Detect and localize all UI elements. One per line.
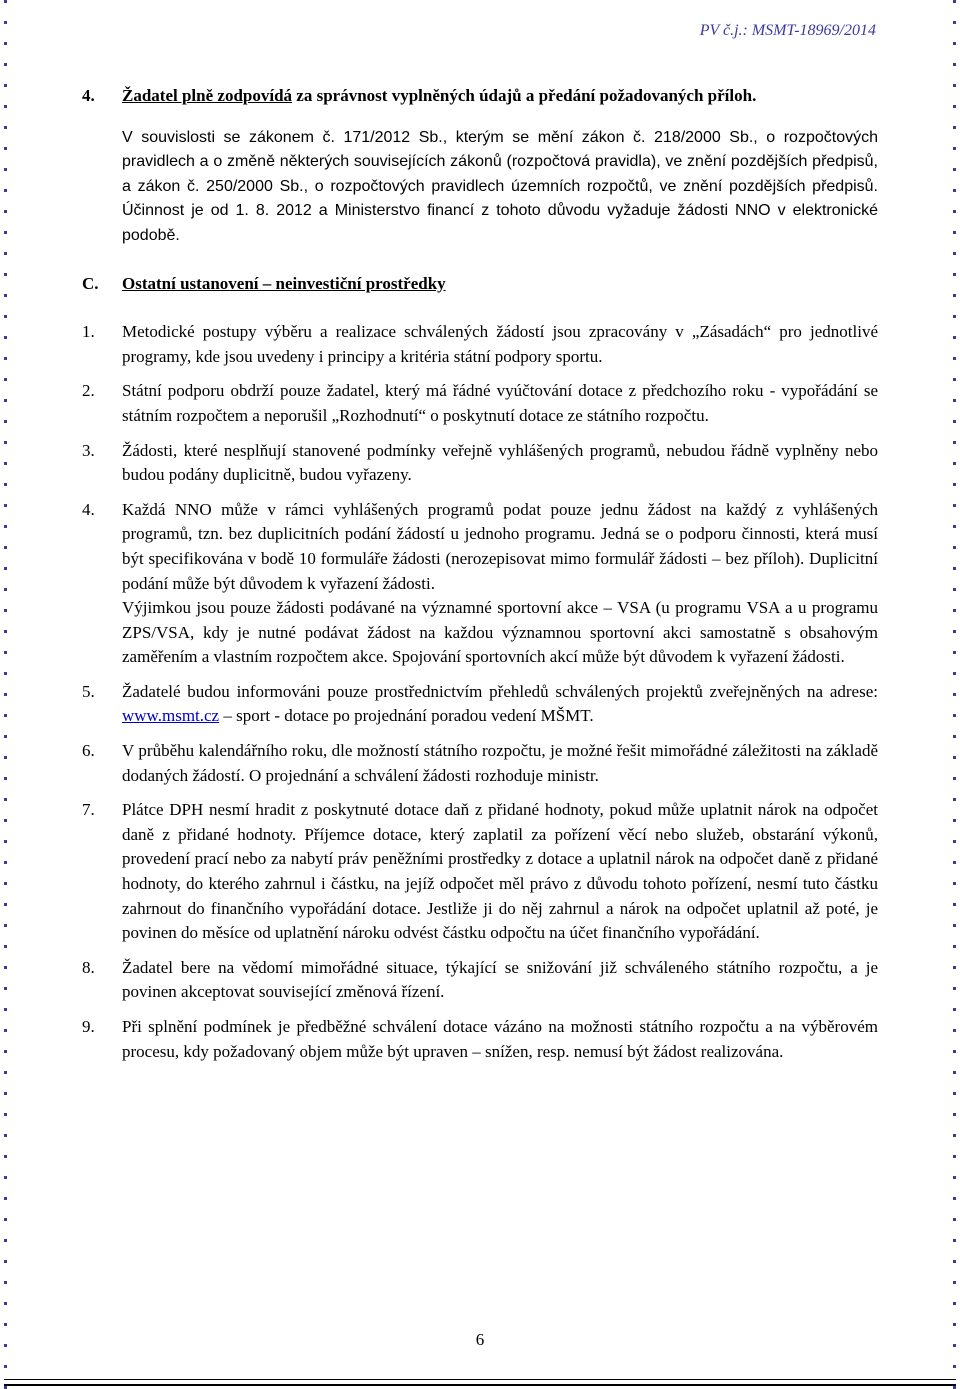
item-number: 4. <box>82 499 95 519</box>
item-number: 9. <box>82 1017 95 1036</box>
rules-list <box>82 320 878 1064</box>
responsibility-emphasis: Žadatel plně zodpovídá <box>122 86 293 105</box>
section-c-heading <box>82 272 878 297</box>
list-item <box>82 379 878 428</box>
item-text: Státní podporu obdrží pouze žadatel, který má řádné vyúčtování dotace z předchozího roku - vypořádání se státním rozpočtem a neporušil „Rozhodnutí“ o poskytnutí dotace ze státního rozpočtu. <box>122 381 878 425</box>
list-item <box>82 798 878 946</box>
document-reference: PV č.j.: MSMT-18969/2014 <box>699 22 876 39</box>
item-text: Žádosti, které nesplňují stanovené podmínky veřejně vyhlášených programů, nebudou řádně vyplněny nebo budou podány duplicitně, budou vyřazeny. <box>122 440 878 485</box>
list-item <box>82 1015 878 1064</box>
item-text: Každá NNO může v rámci vyhlášených programů podat pouze jednu žádost na každý z vyhlášených programů, tzn. bez duplicitních podání žádostí u jednoho programu. Jedná se o podporu činnosti, která musí být specifikována v bodě 10 formuláře žádosti (nerozepisovat mimo formulář žádosti – bez příloh). Duplicitní podání může být důvodem k vyřazení žádosti. <box>122 499 878 593</box>
item-text: Žadatelé budou informováni pouze prostřednictvím přehledů schválených projektů zveřejněných na adrese: <box>122 681 878 701</box>
msmt-website-link[interactable]: www.msmt.cz <box>122 706 220 726</box>
item-number: 8. <box>82 957 95 977</box>
responsibility-text: za správnost vyplněných údajů a předání požadovaných příloh. <box>292 86 757 105</box>
section-title: Ostatní ustanovení – neinvestiční prostředky <box>122 273 446 293</box>
page-border-bottom <box>4 1379 956 1386</box>
law-paragraph: V souvislosti se zákonem č. 171/2012 Sb., kterým se mění zákon č. 218/2000 Sb., o rozpočtových pravidlech a o změně některých souvisejících zákonů (rozpočtová pravidla), ve znění pozdějších předpisů, a zákon č. 250/2000 Sb., o rozpočtových pravidlech územních rozpočtů, ve znění pozdějších předpisů. Účinnost je od 1. 8. 2012 a Ministerstvo financí z tohoto důvodu vyžaduje žádosti NNO v elektronické podobě. <box>122 128 878 244</box>
item-text-continued: – sport - dotace po projednání poradou vedení MŠMT. <box>219 706 594 726</box>
item-text: V průběhu kalendářního roku, dle možností státního rozpočtu, je možné řešit mimořádné záležitosti na základě dodaných žádostí. O projednání a schválení žádosti rozhoduje ministr. <box>122 741 878 785</box>
item-text-exception: Výjimkou jsou pouze žádosti podávané na významné sportovní akce – VSA (u programu VSA a u programu ZPS/VSA, kdy je nutné podávat žádost na každou významnou sportovní akci samostatně s obsahovým zaměřením a vlastním rozpočtem akce. Spojování sportovních akcí může být důvodem k vyřazení žádosti. <box>122 598 878 667</box>
item-number: 3. <box>82 440 95 460</box>
list-item <box>82 439 878 488</box>
page-number: 6 <box>475 1330 485 1349</box>
section-number: C. <box>82 273 99 293</box>
item-text: Metodické postupy výběru a realizace schválených žádostí jsou zpracovány v „Zásadách“ pro jednotlivé programy, kde jsou uvedeny i principy a kritéria státní podpory sportu. <box>122 322 878 366</box>
document-body <box>82 84 878 1074</box>
list-item <box>82 320 878 369</box>
item-text: Žadatel bere na vědomí mimořádné situace, týkající se snižování již schváleného státního rozpočtu, a je povinen akceptovat související změnová řízení. <box>122 957 878 1002</box>
list-item <box>82 680 878 729</box>
list-item <box>82 956 878 1005</box>
item-number: 5. <box>82 681 95 701</box>
item-number: 6. <box>82 741 95 761</box>
page-border-left <box>4 0 7 1389</box>
list-item <box>82 739 878 788</box>
item-number: 2. <box>82 381 95 401</box>
item-text: Plátce DPH nesmí hradit z poskytnuté dotace daň z přidané hodnoty, pokud může uplatnit nárok na odpočet daně z přidané hodnoty. Příjemce dotace, který zaplatil za pořízení věcí nebo služeb, obstarání výkonů, provedení prací nebo za nabytí práv peněžními prostředky z dotace a uplatnil nárok na odpočet daně z přidané hodnoty, do kterého zahrnul i částku, na jejíž odpočet měl právo z důvodu tohoto pořízení, nesmí tuto částku zahrnout do finančního vypořádání dotace. Jestliže ji do něj zahrnul a nárok na odpočet uplatnil až poté, je povinen do měsíce od uplatnění nároku odvést částku odpočtu na účet finančního vypořádání. <box>122 800 878 943</box>
item-number: 1. <box>82 322 95 342</box>
page-border-right <box>953 0 956 1389</box>
list-item-4-responsibility <box>82 84 878 109</box>
item-text: Při splnění podmínek je předběžné schválení dotace vázáno na možnosti státního rozpočtu a na výběrovém procesu, kdy požadovaný objem může být upraven – snížen, resp. nemusí být žádost realizována. <box>122 1017 878 1061</box>
item-number: 4. <box>82 86 95 105</box>
item-number: 7. <box>82 800 95 820</box>
list-item <box>82 498 878 670</box>
